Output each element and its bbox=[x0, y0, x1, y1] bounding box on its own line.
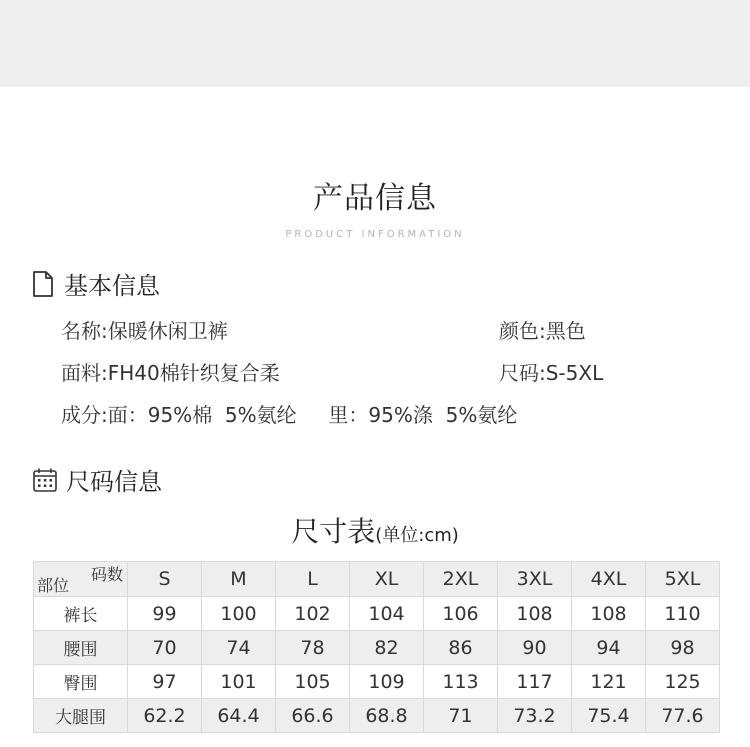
size-info-heading bbox=[32, 462, 162, 497]
table-cell: 108 bbox=[498, 597, 572, 631]
table-cell: 104 bbox=[350, 597, 424, 631]
column-header: L bbox=[276, 562, 350, 597]
table-cell: 110 bbox=[646, 597, 720, 631]
table-cell: 101 bbox=[202, 665, 276, 699]
table-row bbox=[34, 597, 720, 631]
size-info-heading-label: 尺码信息 bbox=[66, 468, 162, 496]
table-cell: 86 bbox=[424, 631, 498, 665]
table-cell: 106 bbox=[424, 597, 498, 631]
row-label: 臀围 bbox=[34, 665, 128, 699]
corner-part-label: 部位 bbox=[37, 576, 70, 595]
table-cell: 121 bbox=[572, 665, 646, 699]
table-row bbox=[34, 631, 720, 665]
column-header: 4XL bbox=[572, 562, 646, 597]
column-header: M bbox=[202, 562, 276, 597]
calendar-icon bbox=[32, 466, 58, 494]
table-cell: 109 bbox=[350, 665, 424, 699]
column-header: 5XL bbox=[646, 562, 720, 597]
table-cell: 108 bbox=[572, 597, 646, 631]
table-cell: 70 bbox=[128, 631, 202, 665]
column-header: S bbox=[128, 562, 202, 597]
table-cell: 78 bbox=[276, 631, 350, 665]
size-table bbox=[33, 561, 720, 733]
column-header: 2XL bbox=[424, 562, 498, 597]
product-size-range: 尺码:S-5XL bbox=[499, 361, 604, 385]
table-cell: 68.8 bbox=[350, 699, 424, 733]
document-icon bbox=[30, 270, 56, 298]
table-cell: 82 bbox=[350, 631, 424, 665]
table-cell: 62.2 bbox=[128, 699, 202, 733]
product-color: 颜色:黑色 bbox=[499, 319, 586, 343]
table-row bbox=[34, 699, 720, 733]
page-subtitle: PRODUCT INFORMATION bbox=[285, 229, 465, 240]
size-table-title bbox=[0, 510, 750, 550]
product-name: 名称:保暖休闲卫裤 bbox=[61, 319, 228, 343]
table-cell: 117 bbox=[498, 665, 572, 699]
table-cell: 71 bbox=[424, 699, 498, 733]
page-title: 产品信息 bbox=[313, 181, 437, 216]
corner-size-label: 码数 bbox=[90, 565, 123, 584]
table-cell: 74 bbox=[202, 631, 276, 665]
top-band bbox=[0, 0, 750, 87]
size-table-header-row bbox=[34, 562, 720, 597]
table-cell: 73.2 bbox=[498, 699, 572, 733]
table-cell: 98 bbox=[646, 631, 720, 665]
size-table-unit: (单位:cm) bbox=[375, 525, 459, 546]
table-cell: 105 bbox=[276, 665, 350, 699]
product-fabric: 面料:FH40棉针织复合柔 bbox=[61, 361, 280, 385]
row-label: 大腿围 bbox=[34, 699, 128, 733]
size-table-corner-cell bbox=[34, 562, 128, 597]
row-label: 腰围 bbox=[34, 631, 128, 665]
product-composition: 成分:面：95%棉 5%氨纶 里：95%涤 5%氨纶 bbox=[61, 403, 518, 427]
table-cell: 102 bbox=[276, 597, 350, 631]
basic-info-heading-label: 基本信息 bbox=[64, 272, 160, 300]
column-header: XL bbox=[350, 562, 424, 597]
table-cell: 100 bbox=[202, 597, 276, 631]
table-cell: 64.4 bbox=[202, 699, 276, 733]
table-cell: 125 bbox=[646, 665, 720, 699]
row-label: 裤长 bbox=[34, 597, 128, 631]
table-cell: 94 bbox=[572, 631, 646, 665]
basic-info-heading bbox=[30, 266, 160, 301]
table-cell: 90 bbox=[498, 631, 572, 665]
table-cell: 77.6 bbox=[646, 699, 720, 733]
table-cell: 99 bbox=[128, 597, 202, 631]
table-cell: 113 bbox=[424, 665, 498, 699]
table-cell: 97 bbox=[128, 665, 202, 699]
table-cell: 75.4 bbox=[572, 699, 646, 733]
table-cell: 66.6 bbox=[276, 699, 350, 733]
size-table-title-main: 尺寸表 bbox=[291, 515, 376, 548]
table-row bbox=[34, 665, 720, 699]
column-header: 3XL bbox=[498, 562, 572, 597]
